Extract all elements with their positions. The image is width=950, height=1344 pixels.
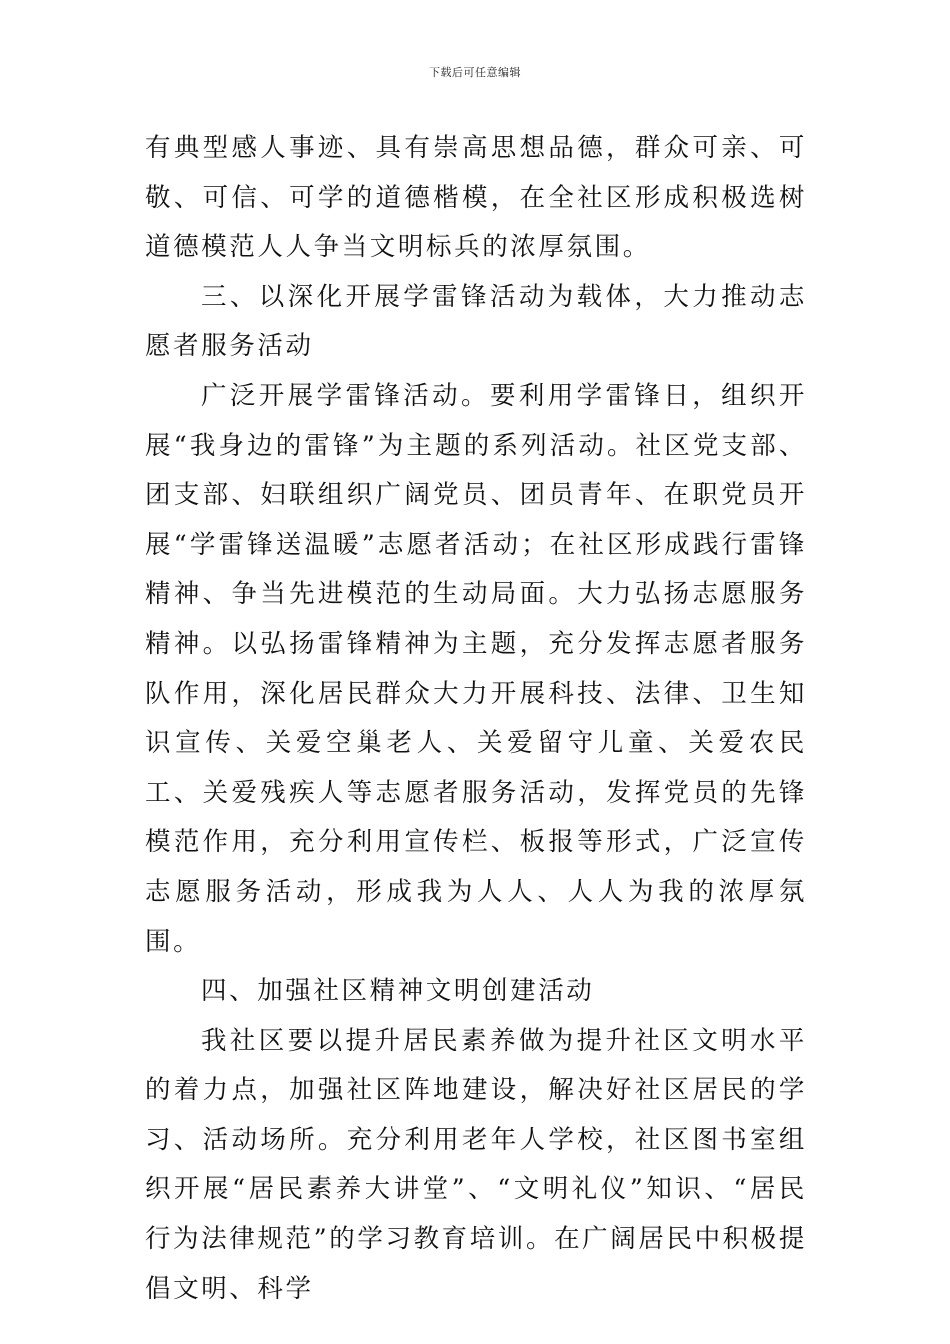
- paragraph-civilization-building: 我社区要以提升居民素养做为提升社区文明水平的着力点，加强社区阵地建设，解决好社区居民的学习、活动场所。充分利用老年人学校，社区图书室组织开展“居民素养大讲堂”、“文明礼仪”知识、“居民行为法律规范”的学习教育培训。在广阔居民中积极提倡文明、科学: [145, 1025, 807, 1304]
- page-header-note: 下载后可任意编辑: [429, 66, 521, 79]
- document-body: [145, 124, 807, 1314]
- paragraph-continuation: 有典型感人事迹、具有崇高思想品德，群众可亲、可敬、可信、可学的道德楷模，在全社区形成积极选树道德模范人人争当文明标兵的浓厚氛围。: [145, 133, 807, 263]
- section-heading-four: 四、加强社区精神文明创建活动: [201, 976, 595, 1007]
- paragraph-volunteer-service: 广泛开展学雷锋活动。要利用学雷锋日，组织开展“我身边的雷锋”为主题的系列活动。社区党支部、团支部、妇联组织广阔党员、团员青年、在职党员开展“学雷锋送温暖”志愿者活动；在社区形成践行雷锋精神、争当先进模范的生动局面。大力弘扬志愿服务精神。以弘扬雷锋精神为主题，充分发挥志愿者服务队作用，深化居民群众大力开展科技、法律、卫生知识宣传、关爱空巢老人、关爱留守儿童、关爱农民工、关爱残疾人等志愿者服务活动，发挥党员的先锋模范作用，充分利用宣传栏、板报等形式，广泛宣传志愿服务活动，形成我为人人、人人为我的浓厚氛围。: [145, 380, 807, 957]
- section-heading-three: 三、以深化开展学雷锋活动为载体，大力推动志愿者服务活动: [145, 281, 807, 362]
